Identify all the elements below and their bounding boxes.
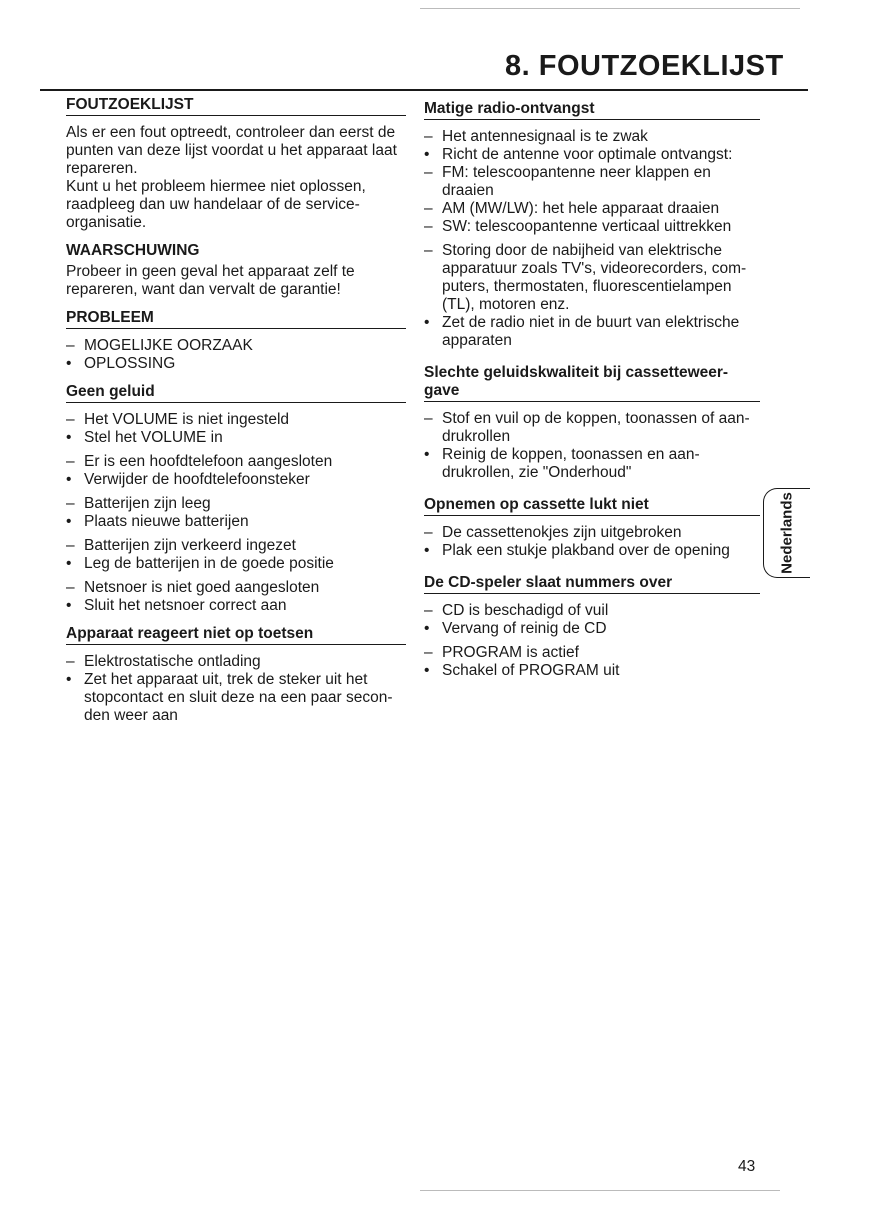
title-rule [40,89,808,91]
cd-skip-section [424,574,760,680]
cause-item: – De cassettenokjes zijn uitgebroken [424,524,682,541]
cause-item: – Storing door de nabijheid van elektrische apparatuur zoals TV's, videorecorders, com-puters, thermostaten, fluorescentielampen (TL), motoren enz. [424,242,747,313]
solution-item: • Reinig de koppen, toonassen en aan-drukrollen, zie "Onderhoud" [424,446,700,481]
cd-skip-heading: De CD-speler slaat nummers over [424,574,760,594]
cause-item: – Batterijen zijn verkeerd ingezet [66,537,296,554]
solution-item: • Leg de batterijen in de goede positie [66,555,334,572]
detail-item: – AM (MW/LW): het hele apparaat draaien [424,200,720,217]
page-number: 43 [738,1158,756,1175]
detail-item: – FM: telescoopantenne neer klappen en draaien [424,164,711,199]
problem-legend [66,309,406,373]
radio-heading: Matige radio-ontvangst [424,100,760,120]
cause-item: – CD is beschadigd of vuil [424,602,609,619]
left-column [66,96,406,735]
right-column [424,100,760,690]
legend-cause: – MOGELIJKE OORZAAK [66,337,253,354]
no-response-heading: Apparaat reageert niet op toetsen [66,625,406,645]
cause-item: – PROGRAM is actief [424,644,579,661]
radio-group-2 [424,242,760,350]
solution-item: • Verwijder de hoofdtelefoonsteker [66,471,310,488]
solution-item: • Sluit het netsnoer correct aan [66,597,287,614]
no-sound-section [66,383,406,615]
cause-item: – Elektrostatische ontlading [66,653,261,670]
cause-item: – Het VOLUME is niet ingesteld [66,411,290,428]
cause-item: – Batterijen zijn leeg [66,495,211,512]
solution-item: • Vervang of reinig de CD [424,620,607,637]
cause-item: – Er is een hoofdtelefoon aangesloten [66,453,333,470]
solution-item: • Schakel of PROGRAM uit [424,662,620,679]
radio-group-1 [424,128,760,236]
no-sound-group-4 [66,537,406,573]
solution-item: • Richt de antenne voor optimale ontvangst: [424,146,733,163]
cause-item: – Het antennesignaal is te zwak [424,128,648,145]
no-sound-group-2 [66,453,406,489]
warning-text: Probeer in geen geval het apparaat zelf te repareren, want dan vervalt de garantie! [66,263,355,298]
intro-text-1: Als er een fout optreedt, controleer dan eerst de punten van deze lijst voordat u het apparaat laat repareren. [66,124,397,177]
language-tab [763,488,810,578]
scan-artifact-bottom [420,1190,780,1191]
warning-heading: WAARSCHUWING [66,242,200,259]
solution-item: • Stel het VOLUME in [66,429,223,446]
cause-item: – Netsnoer is niet goed aangesloten [66,579,320,596]
recording-section [424,496,760,560]
recording-heading: Opnemen op cassette lukt niet [424,496,760,516]
solution-item: • Plaats nieuwe batterijen [66,513,249,530]
language-tab-label: Nederlands [778,492,796,574]
legend-solution: • OPLOSSING [66,355,176,372]
no-sound-group-1 [66,411,406,447]
solution-item: • Zet de radio niet in de buurt van elektrische apparaten [424,314,740,349]
cause-item: – Stof en vuil op de koppen, toonassen of aan-drukrollen [424,410,750,445]
no-sound-heading: Geen geluid [66,383,406,403]
intro-section [66,96,406,232]
chapter-title: 8. FOUTZOEKLIJST [505,50,784,82]
solution-item: • Plak een stukje plakband over de opening [424,542,730,559]
no-sound-group-3 [66,495,406,531]
intro-heading: FOUTZOEKLIJST [66,96,406,116]
cd-skip-group-2 [424,644,760,680]
intro-text-2: Kunt u het probleem hiermee niet oplossen, raadpleeg dan uw handelaar of de service-organisatie. [66,178,366,231]
cd-skip-group-1 [424,602,760,638]
no-sound-group-5 [66,579,406,615]
solution-item: • Zet het apparaat uit, trek de steker uit het stopcontact en sluit deze na een paar secon-den weer aan [66,671,393,724]
cassette-quality-heading: Slechte geluidskwaliteit bij cassetteweer-gave [424,364,760,402]
problem-heading: PROBLEEM [66,309,406,329]
scan-artifact-top [420,8,800,9]
warning-section [66,242,406,299]
radio-section [424,100,760,350]
no-response-section [66,625,406,725]
detail-item: – SW: telescoopantenne verticaal uittrekken [424,218,732,235]
cassette-quality-section [424,364,760,482]
